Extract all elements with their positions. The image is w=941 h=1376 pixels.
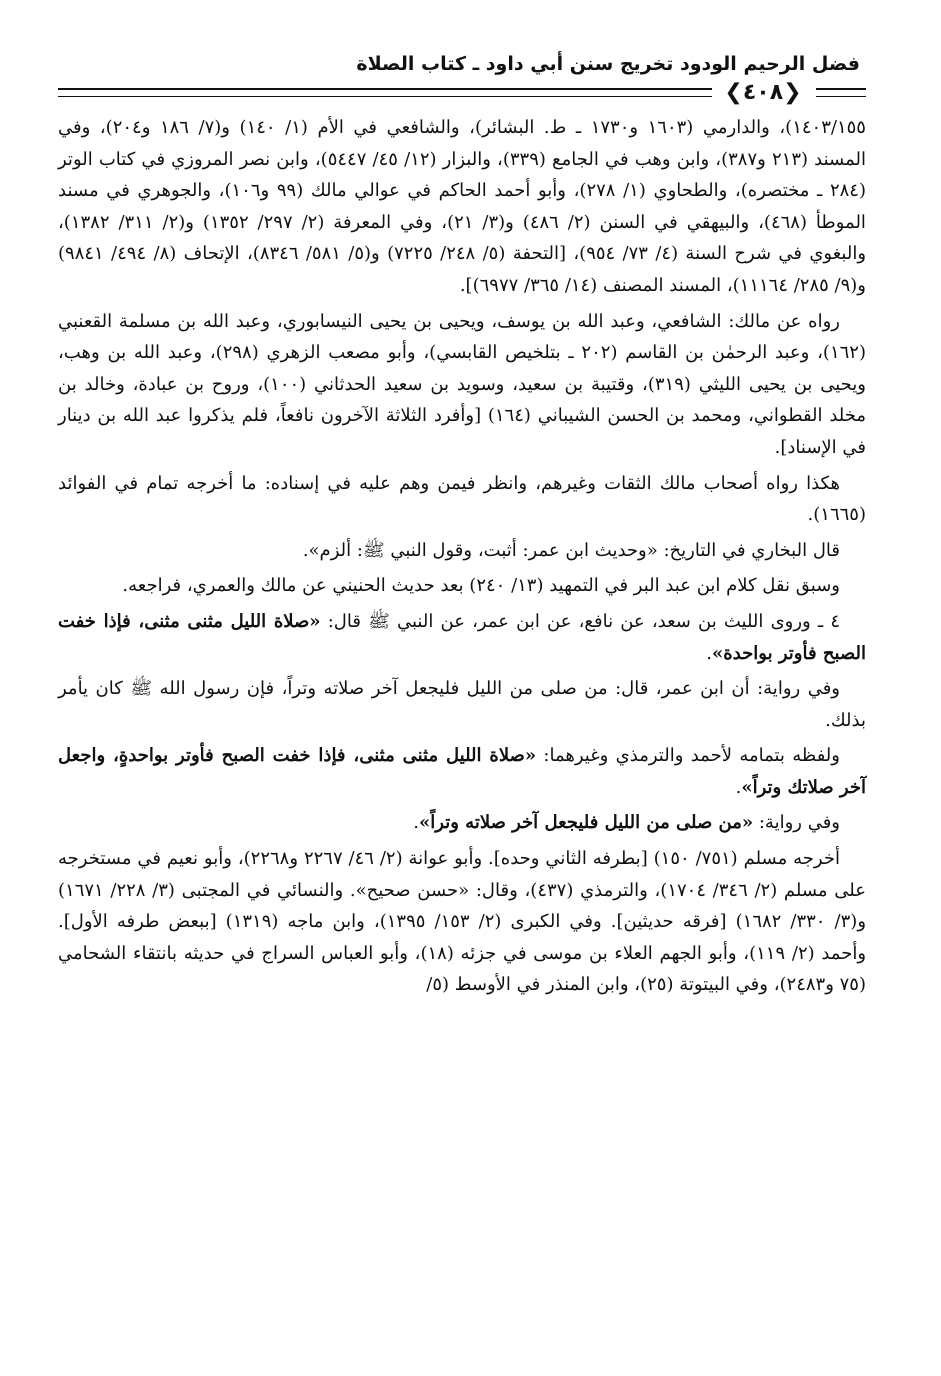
full-wording-end: .: [735, 776, 742, 798]
paragraph-layth: [58, 606, 866, 669]
layth-hadith-text: «صلاة الليل مثنى مثنى، فإذا خفت الصبح فأوتر بواحدة»: [58, 610, 866, 664]
paragraph-takhrij: أخرجه مسلم (٧٥١/ ١٥٠) [بطرفه الثاني وحده]. وأبو عوانة (٢/ ٤٦/ ٢٢٦٧ و٢٢٦٨)، وأبو نعيم في مستخرجه على مسلم (٢/ ٣٤٦/ ١٧٠٤)، والترمذي (٤٣٧)، وقال: «حسن صحيح». والنسائي في المجتبى (٣/ ٢٢٨/ ١٦٧١) و(٣/ ٣٣٠/ ١٦٨٢) [فرقه حديثين]. وفي الكبرى (٢/ ١٥٣/ ١٣٩٥)، وابن ماجه (١٣١٩) [ببعض طرفه الأول]. وأحمد (٢/ ١١٩)، وأبو الجهم العلاء بن موسى في جزئه (١٨)، وأبو العباس السراج في حديثه بانتقاء الشحامي (٧٥ و٢٤٨٣)، وفي البيتوتة (٢٥)، وابن المنذر في الأوسط (٥/: [58, 848, 867, 996]
page-number: ٤٠٨: [742, 80, 784, 105]
riwaya-2-end: .: [413, 812, 420, 834]
book-page: [58, 50, 866, 1005]
paragraph-thiqat: هكذا رواه أصحاب مالك الثقات وغيرهم، وانظر فيمن وهم عليه في إسناده: ما أخرجه تمام في الفوائد (١٦٦٥).: [58, 472, 866, 526]
ornament-left-icon: ❮: [783, 80, 802, 105]
paragraph-citations: ١٤٠٣/١٥٥)، والدارمي (١٦٠٣ و١٧٣٠ ـ ط. البشائر)، والشافعي في الأم (١/ ١٤٠) و(٧/ ١٨٦ و٢٠٤)، وفي المسند (٢١٣ و٣٨٧)، وابن وهب في الجامع (٣٣٩)، والبزار (١٢/ ٤٥/ ٥٤٤٧)، وابن نصر المروزي في كتاب الوتر (٢٨٤ ـ مختصره)، والطحاوي (١/ ٢٧٨)، وأبو أحمد الحاكم في عوالي مالك (٩٩ و١٠٦)، والجوهري في مسند الموطأ (٤٦٨)، والبيهقي في السنن (٢/ ٤٨٦) و(٣/ ٢١)، وفي المعرفة (٢/ ٢٩٧/ ١٣٥٢) و(٢/ ٣١١/ ١٣٨٢)، والبغوي في شرح السنة (٤/ ٧٣/ ٩٥٤)، [التحفة (٥/ ٢٤٨/ ٧٢٢٥) و(٥/ ٥٨١/ ٨٣٤٦)، الإتحاف (٨/ ٤٩٤/ ٩٨٤١) و(٩/ ٢٨٥/ ١١١٦٤)، المسند المصنف (١٤/ ٣٦٥/ ٦٩٧٧)].: [58, 117, 867, 296]
header-rule: [58, 80, 866, 110]
header-rule-right: [816, 88, 866, 97]
paragraph-full-wording: [58, 740, 866, 803]
layth-intro: ٤ ـ وروى الليث بن سعد، عن نافع، عن ابن عمر، عن النبي ﷺ قال:: [320, 610, 840, 632]
full-wording-hadith: «صلاة الليل مثنى مثنى، فإذا خفت الصبح فأوتر بواحدةٍ، واجعل آخر صلاتك وتراً»: [58, 745, 866, 798]
paragraph-riwaya-2: [58, 807, 866, 839]
header-rule-left: [58, 88, 712, 97]
ornament-right-icon: ❯: [724, 80, 743, 105]
full-wording-intro: ولفظه بتمامه لأحمد والترمذي وغيرهما:: [536, 745, 840, 767]
paragraph-narrators: رواه عن مالك: الشافعي، وعبد الله بن يوسف، ويحيى بن يحيى النيسابوري، وعبد الله بن مسلمة القعنبي (١٦٢)، وعبد الرحمٰن بن القاسم (٢٠٢ ـ بتلخيص القابسي)، وأبو مصعب الزهري (٢٩٨)، وعبد الله بن وهب، ويحيى بن يحيى الليثي (٣١٩)، وقتيبة بن سعيد، وسويد بن سعيد الحدثاني (١٠٠)، وروح بن عبادة، وخالد بن مخلد القطواني، ومحمد بن الحسن الشيباني (١٦٤) [وأفرد الثلاثة الآخرون نافعاً، فلم يذكروا عبد الله بن دينار في الإسناد].: [58, 310, 866, 458]
riwaya-2-intro: وفي رواية:: [753, 812, 840, 834]
paragraph-riwaya-1: وفي رواية: أن ابن عمر، قال: من صلى من الليل فليجعل آخر صلاته وتراً، فإن رسول الله ﷺ كان يأمر بذلك.: [58, 678, 866, 731]
paragraph-ibn-abd-al-barr: وسبق نقل كلام ابن عبد البر في التمهيد (١٣/ ٢٤٠) بعد حديث الحنيني عن مالك والعمري، فراجعه.: [122, 575, 840, 597]
layth-end: .: [706, 642, 713, 664]
running-title: فضل الرحيم الودود تخريج سنن أبي داود ـ كتاب الصلاة: [356, 53, 860, 75]
paragraph-bukhari: قال البخاري في التاريخ: «وحديث ابن عمر: أثبت، وقول النبي ﷺ: ألزم».: [302, 539, 840, 561]
riwaya-2-hadith: «من صلى من الليل فليجعل آخر صلاته وتراً»: [419, 812, 754, 834]
body-text: [58, 112, 866, 1001]
page-number-ornament: [722, 80, 804, 106]
